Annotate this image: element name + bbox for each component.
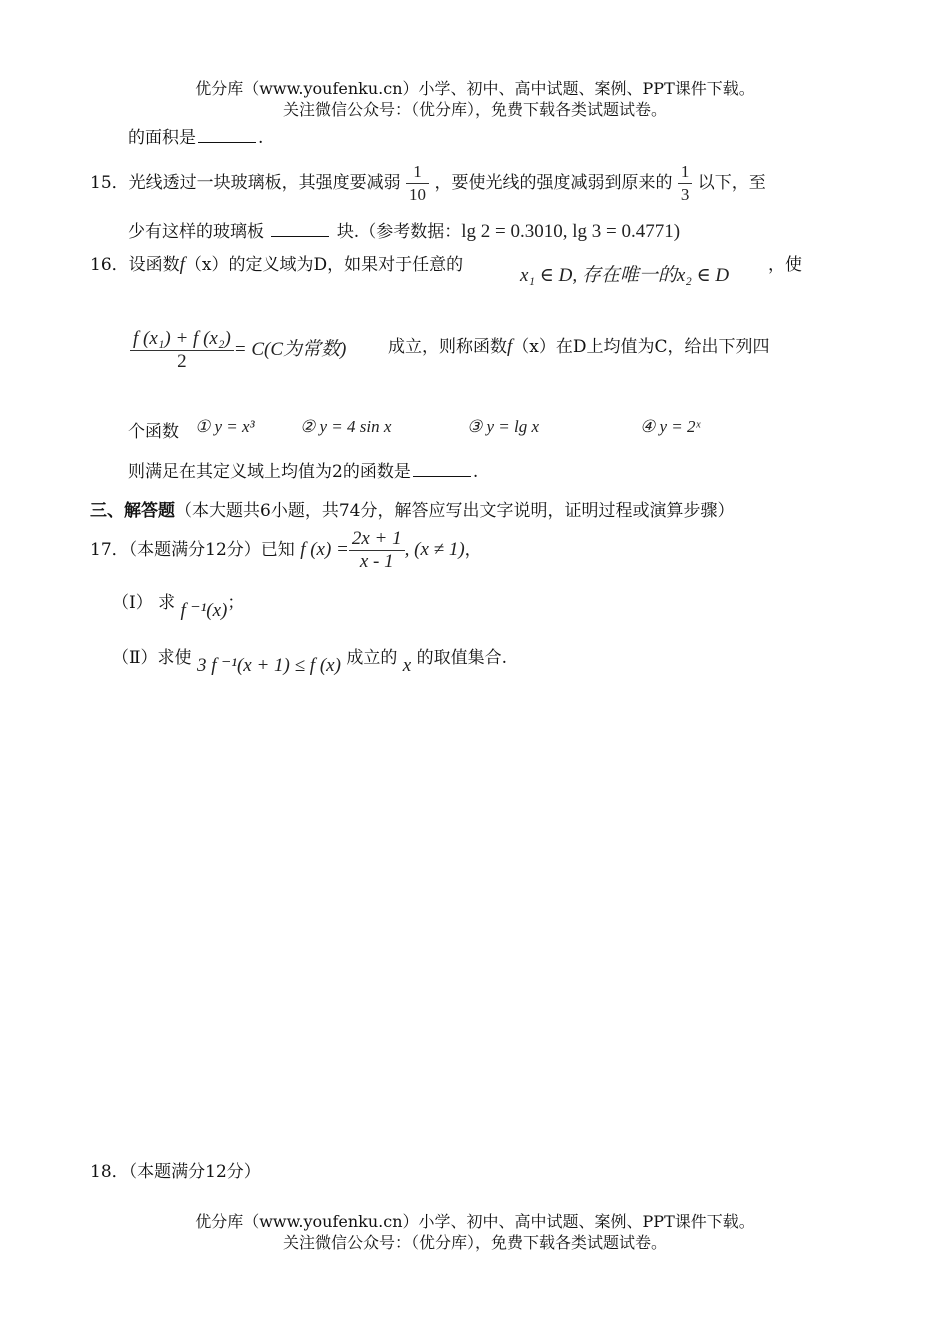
q14-text: 的面积是 bbox=[128, 128, 196, 148]
q16-line-2 bbox=[388, 332, 770, 358]
frac1-den: 10 bbox=[409, 185, 427, 204]
question-18 bbox=[90, 1157, 261, 1182]
fraction-one-tenth bbox=[406, 161, 429, 206]
q16-function-4: ④ y = 2ˣ bbox=[640, 417, 701, 436]
frac2-den: 3 bbox=[680, 185, 690, 204]
q17-frac-den: x - 1 bbox=[359, 551, 394, 572]
q17-part-2 bbox=[112, 643, 507, 676]
q16-f: f bbox=[179, 254, 185, 275]
q17-p2-label: （Ⅱ）求使 bbox=[112, 648, 192, 668]
eq-den: 2 bbox=[177, 351, 187, 372]
eq-rhs: = C(C为常数) bbox=[233, 339, 347, 360]
q16-text-5: （x）在D上均值为C，给出下列四 bbox=[512, 337, 770, 357]
q17-p1-end: ； bbox=[227, 593, 245, 613]
fraction-one-third bbox=[678, 161, 693, 206]
eq-num: f (x₁) + f (x₂) bbox=[130, 328, 234, 351]
q17-comma: ， bbox=[464, 540, 482, 560]
q17-p2-expr: 3 f ⁻¹(x + 1) ≤ f (x) bbox=[196, 655, 341, 676]
q17-p2-x: x bbox=[402, 655, 412, 676]
frac2-num: 1 bbox=[678, 161, 693, 184]
q17-p2-mid: 成立的 bbox=[346, 648, 398, 668]
question-17-line-1 bbox=[90, 524, 482, 576]
q15-number: 15． bbox=[90, 173, 129, 193]
answer-blank bbox=[413, 460, 471, 477]
frac1-num: 1 bbox=[406, 161, 429, 184]
section-3-desc: （本大题共6小题，共74分，解答应写出文字说明，证明过程或演算步骤） bbox=[175, 501, 735, 521]
section-3-heading bbox=[90, 496, 734, 521]
q15-text-1: 光线透过一块玻璃板，其强度要减弱 bbox=[128, 173, 401, 193]
question-16-line-1 bbox=[90, 250, 463, 276]
q17-part-1 bbox=[112, 588, 245, 621]
q17-frac-num: 2x + 1 bbox=[349, 528, 405, 551]
q17-lhs: f (x) = bbox=[300, 539, 349, 560]
q15-text-2: ，要使光线的强度减弱到原来的 bbox=[434, 173, 673, 193]
q16-text-1: 设函数 bbox=[128, 255, 180, 275]
section-3-title: 三、解答题 bbox=[90, 501, 175, 521]
q17-number: 17． bbox=[90, 540, 129, 560]
q15-text-4: 少有这样的玻璃板 bbox=[128, 222, 264, 242]
q15-ref-data: lg 2 = 0.3010, lg 3 = 0.4771 bbox=[461, 221, 674, 242]
q16-number: 16． bbox=[90, 255, 129, 275]
q17-score: （本题满分12分）已知 bbox=[128, 540, 295, 560]
q16-function-2: ② y = 4 sin x bbox=[300, 417, 392, 436]
q16-function-3: ③ y = lg x bbox=[467, 417, 540, 436]
q16-x-paren: （x） bbox=[184, 255, 229, 275]
q18-score: （本题满分12分） bbox=[128, 1162, 261, 1182]
q16-function-1: ① y = x³ bbox=[195, 417, 255, 436]
q15-close: ) bbox=[673, 221, 681, 242]
q15-text-5: 块.（参考数据： bbox=[336, 222, 462, 242]
footer-line-1: 优分库（www.youfenku.cn）小学、初中、高中试题、案例、PPT课件下载。 bbox=[195, 1212, 755, 1231]
q16-mean-fraction bbox=[130, 328, 234, 373]
q16-condition: x₁ ∈ D, 存在唯一的x₂ ∈ D bbox=[520, 265, 730, 286]
q17-p2-end: 的取值集合. bbox=[416, 648, 507, 668]
q16-text-2: 的定义域为D，如果对于任意的 bbox=[228, 255, 464, 275]
q16-end: . bbox=[472, 462, 479, 482]
question-15-line-2 bbox=[128, 217, 680, 243]
q17-fraction bbox=[349, 528, 405, 573]
q16-equation bbox=[130, 328, 346, 373]
footer-line-2: 关注微信公众号：（优分库），免费下载各类试题试卷。 bbox=[282, 1233, 667, 1252]
q17-p1-expr: f ⁻¹(x) bbox=[180, 600, 228, 621]
question-15-line-1 bbox=[90, 160, 766, 206]
answer-blank bbox=[271, 220, 329, 237]
q16-line-4 bbox=[128, 457, 478, 482]
q18-number: 18． bbox=[90, 1162, 129, 1182]
q15-text-3: 以下，至 bbox=[697, 173, 766, 193]
q17-p1-label: （Ⅰ） 求 bbox=[112, 593, 176, 613]
q16-text-3: ，使 bbox=[768, 255, 802, 275]
header-line-2: 关注微信公众号：（优分库），免费下载各类试题试卷。 bbox=[282, 100, 667, 119]
q16-line-3: 个函数 bbox=[128, 422, 179, 442]
q16-f-2: f bbox=[507, 336, 513, 357]
q14-tail bbox=[128, 123, 263, 148]
q14-end: . bbox=[258, 128, 264, 148]
q16-text-4: 成立，则称函数 bbox=[388, 337, 507, 357]
q16-text-6: 则满足在其定义域上均值为2的函数是 bbox=[128, 462, 411, 482]
answer-blank bbox=[198, 126, 256, 143]
header-line-1: 优分库（www.youfenku.cn）小学、初中、高中试题、案例、PPT课件下载。 bbox=[195, 79, 755, 98]
q17-condition: , (x ≠ 1) bbox=[404, 539, 465, 560]
